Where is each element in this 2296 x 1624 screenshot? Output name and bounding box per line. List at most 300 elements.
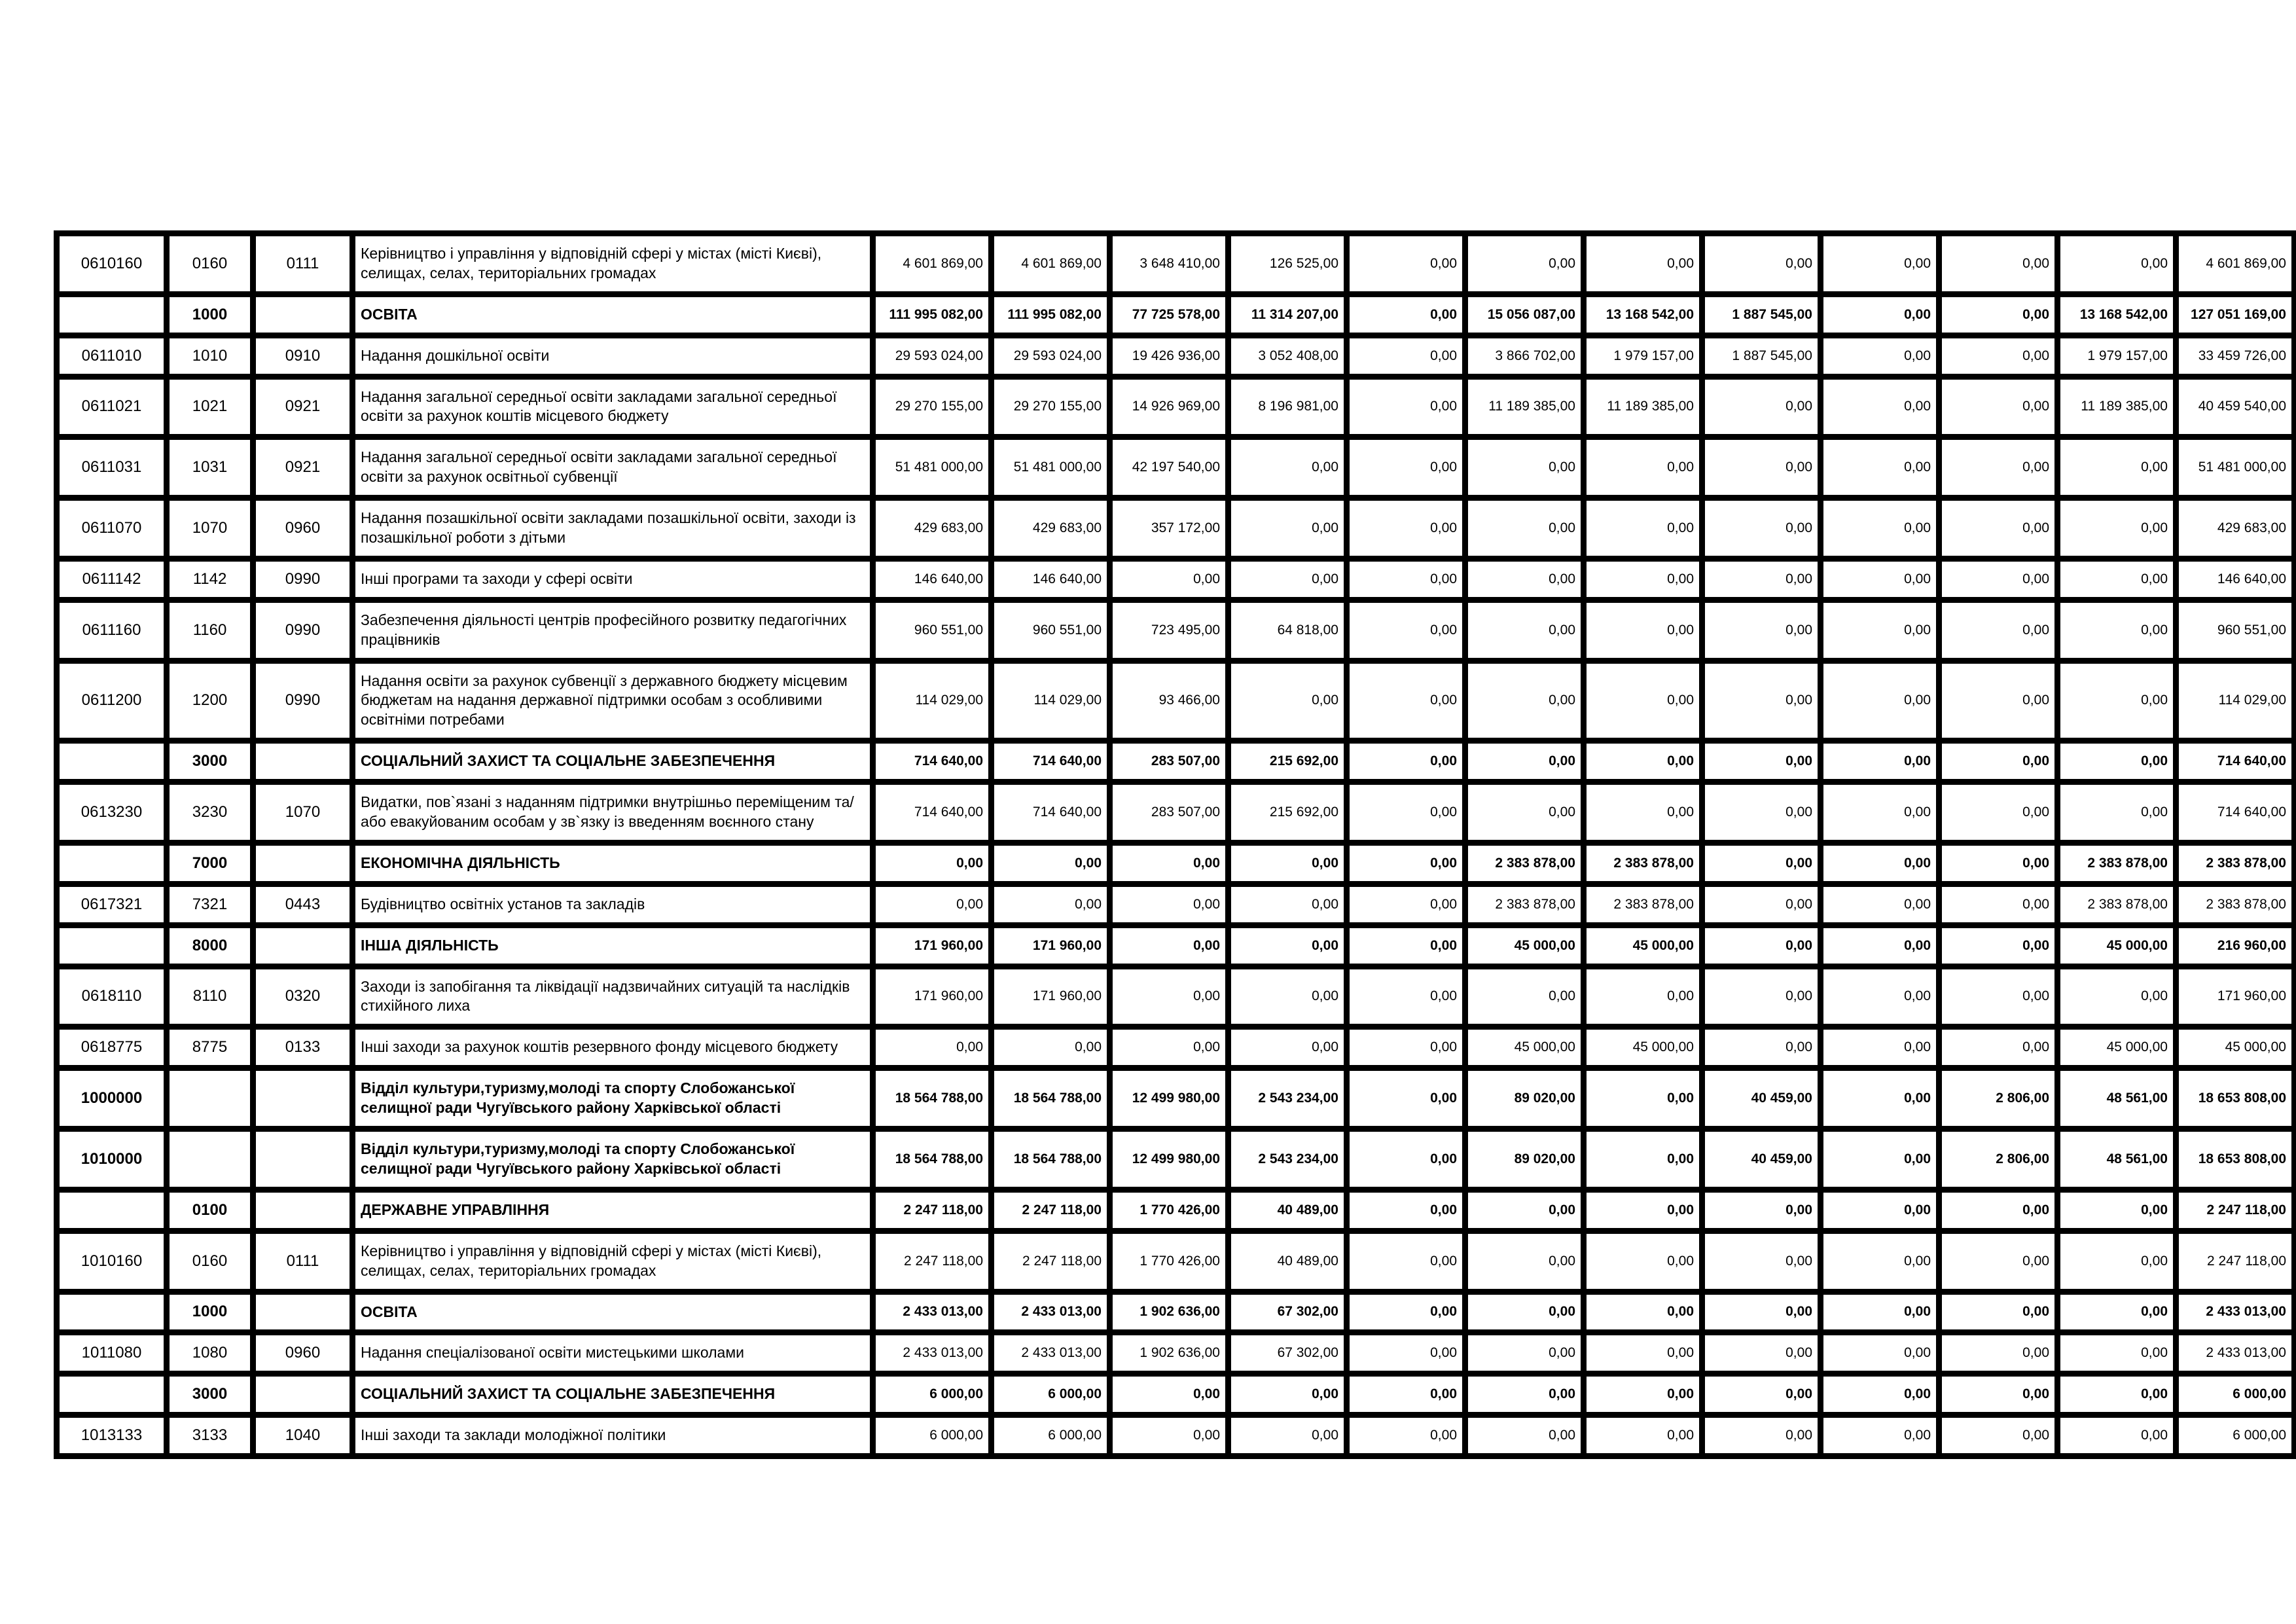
cell-value: 6 000,00: [992, 1415, 1110, 1456]
cell-value: 29 270 155,00: [873, 376, 992, 437]
cell-value: 0,00: [2058, 1415, 2176, 1456]
cell-value: 0,00: [1347, 884, 1465, 925]
cell-value: 0,00: [1584, 1333, 1702, 1374]
cell-name: Інші програми та заходи у сфері освіти: [353, 558, 873, 600]
cell-name: ОСВІТА: [353, 294, 873, 335]
cell-code-tpkvk: 8000: [167, 925, 253, 966]
cell-value: 0,00: [1229, 842, 1347, 884]
cell-value: 51 481 000,00: [873, 437, 992, 498]
cell-value: 2 383 878,00: [2058, 842, 2176, 884]
cell-code-fk: 0990: [253, 600, 353, 660]
cell-value: 0,00: [1939, 376, 2058, 437]
cell-value: 0,00: [2058, 660, 2176, 741]
cell-value: 12 499 980,00: [1110, 1068, 1229, 1129]
cell-value: 0,00: [1347, 1374, 1465, 1415]
cell-value: 0,00: [1821, 1374, 1939, 1415]
cell-value: 0,00: [1229, 1415, 1347, 1456]
cell-value: 0,00: [1939, 1027, 2058, 1068]
cell-value: 0,00: [1584, 437, 1702, 498]
cell-value: 0,00: [1584, 660, 1702, 741]
cell-value: 0,00: [1584, 498, 1702, 559]
cell-code-program: 0618775: [57, 1027, 167, 1068]
cell-name: Інші заходи за рахунок коштів резервного фонду місцевого бюджету: [353, 1027, 873, 1068]
cell-value: 0,00: [1347, 1333, 1465, 1374]
cell-code-program: 0613230: [57, 782, 167, 843]
cell-value: 42 197 540,00: [1110, 437, 1229, 498]
budget-table-body: [57, 234, 2295, 1456]
cell-value: 114 029,00: [873, 660, 992, 741]
cell-value: 714 640,00: [992, 782, 1110, 843]
cell-value: 0,00: [1347, 234, 1465, 295]
cell-value: 0,00: [1347, 437, 1465, 498]
cell-code-tpkvk: 0160: [167, 234, 253, 295]
cell-value: 0,00: [1702, 925, 1821, 966]
cell-value: 429 683,00: [992, 498, 1110, 559]
cell-code-fk: 0990: [253, 660, 353, 741]
cell-value: 0,00: [1821, 782, 1939, 843]
cell-code-tpkvk: 1010: [167, 335, 253, 376]
cell-value: 2 247 118,00: [873, 1189, 992, 1231]
cell-name: Надання загальної середньої освіти закладами загальної середньої освіти за рахунок коштів місцевого бюджету: [353, 376, 873, 437]
cell-value: 0,00: [1347, 558, 1465, 600]
cell-value: 0,00: [2058, 600, 2176, 660]
cell-value: 0,00: [2058, 1374, 2176, 1415]
cell-value: 111 995 082,00: [992, 294, 1110, 335]
cell-value: 0,00: [2058, 234, 2176, 295]
cell-value: 29 270 155,00: [992, 376, 1110, 437]
cell-value: 45 000,00: [2058, 925, 2176, 966]
cell-value: 0,00: [1465, 600, 1584, 660]
cell-value: 1 979 157,00: [1584, 335, 1702, 376]
cell-value: 0,00: [2058, 1291, 2176, 1333]
cell-value: 3 648 410,00: [1110, 234, 1229, 295]
cell-value: 0,00: [1229, 1374, 1347, 1415]
cell-value: 29 593 024,00: [873, 335, 992, 376]
cell-value: 11 189 385,00: [1465, 376, 1584, 437]
cell-value: 215 692,00: [1229, 741, 1347, 782]
cell-value: 0,00: [873, 1027, 992, 1068]
cell-value: 77 725 578,00: [1110, 294, 1229, 335]
cell-value: 0,00: [1939, 1189, 2058, 1231]
cell-code-fk: 0921: [253, 376, 353, 437]
cell-value: 45 000,00: [1465, 925, 1584, 966]
cell-code-tpkvk: 1000: [167, 1291, 253, 1333]
cell-code-tpkvk: 7000: [167, 842, 253, 884]
cell-code-fk: [253, 1129, 353, 1190]
cell-value: 171 960,00: [992, 925, 1110, 966]
cell-value: 0,00: [1110, 966, 1229, 1027]
cell-value: 714 640,00: [2176, 782, 2295, 843]
cell-value: 0,00: [1939, 842, 2058, 884]
cell-value: 960 551,00: [992, 600, 1110, 660]
cell-code-fk: 0320: [253, 966, 353, 1027]
table-row: [57, 558, 2295, 600]
cell-value: 0,00: [1584, 782, 1702, 843]
cell-value: 171 960,00: [992, 966, 1110, 1027]
cell-value: 0,00: [1347, 1027, 1465, 1068]
cell-value: 2 433 013,00: [2176, 1333, 2295, 1374]
table-row: [57, 1068, 2295, 1129]
cell-value: 0,00: [1939, 1333, 2058, 1374]
cell-value: 0,00: [1702, 741, 1821, 782]
cell-value: 171 960,00: [873, 925, 992, 966]
cell-value: 6 000,00: [2176, 1415, 2295, 1456]
cell-value: 18 653 808,00: [2176, 1129, 2295, 1190]
cell-code-tpkvk: 7321: [167, 884, 253, 925]
cell-value: 4 601 869,00: [2176, 234, 2295, 295]
cell-value: 714 640,00: [2176, 741, 2295, 782]
cell-value: 0,00: [2058, 1333, 2176, 1374]
cell-code-tpkvk: 3230: [167, 782, 253, 843]
cell-name: Надання спеціалізованої освіти мистецькими школами: [353, 1333, 873, 1374]
cell-value: 0,00: [1229, 884, 1347, 925]
table-row: [57, 1415, 2295, 1456]
cell-value: 89 020,00: [1465, 1129, 1584, 1190]
cell-code-fk: 0960: [253, 498, 353, 559]
cell-value: 0,00: [1939, 884, 2058, 925]
cell-value: 0,00: [1465, 741, 1584, 782]
cell-value: 0,00: [2058, 1189, 2176, 1231]
cell-code-tpkvk: 1070: [167, 498, 253, 559]
cell-value: 0,00: [1702, 660, 1821, 741]
cell-value: 0,00: [1939, 660, 2058, 741]
cell-value: 45 000,00: [2176, 1027, 2295, 1068]
cell-value: 960 551,00: [2176, 600, 2295, 660]
cell-value: 114 029,00: [2176, 660, 2295, 741]
cell-value: 714 640,00: [873, 741, 992, 782]
cell-value: 2 383 878,00: [1465, 842, 1584, 884]
cell-value: 0,00: [1821, 1415, 1939, 1456]
cell-value: 0,00: [1939, 294, 2058, 335]
cell-name: СОЦІАЛЬНИЙ ЗАХИСТ ТА СОЦІАЛЬНЕ ЗАБЕЗПЕЧЕННЯ: [353, 741, 873, 782]
cell-value: 0,00: [1939, 1415, 2058, 1456]
cell-code-fk: 0921: [253, 437, 353, 498]
cell-value: 0,00: [1821, 842, 1939, 884]
cell-value: 0,00: [1229, 660, 1347, 741]
cell-code-fk: [253, 1189, 353, 1231]
cell-value: 171 960,00: [873, 966, 992, 1027]
cell-value: 2 383 878,00: [2058, 884, 2176, 925]
cell-value: 51 481 000,00: [992, 437, 1110, 498]
cell-value: 0,00: [1465, 660, 1584, 741]
cell-value: 0,00: [1702, 1333, 1821, 1374]
cell-value: 0,00: [1821, 1027, 1939, 1068]
cell-code-tpkvk: 1200: [167, 660, 253, 741]
table-row: [57, 1291, 2295, 1333]
cell-value: 18 564 788,00: [873, 1068, 992, 1129]
cell-value: 357 172,00: [1110, 498, 1229, 559]
cell-value: 0,00: [1347, 741, 1465, 782]
cell-value: 0,00: [1821, 1291, 1939, 1333]
cell-value: 2 383 878,00: [2176, 842, 2295, 884]
table-row: [57, 1027, 2295, 1068]
cell-value: 0,00: [1939, 558, 2058, 600]
cell-value: 0,00: [1347, 1415, 1465, 1456]
cell-code-program: 1010160: [57, 1231, 167, 1291]
cell-code-program: 0611160: [57, 600, 167, 660]
cell-value: 4 601 869,00: [992, 234, 1110, 295]
cell-value: 0,00: [1347, 600, 1465, 660]
cell-value: 2 433 013,00: [992, 1291, 1110, 1333]
cell-code-tpkvk: 1142: [167, 558, 253, 600]
cell-value: 0,00: [1229, 437, 1347, 498]
cell-value: 2 806,00: [1939, 1129, 2058, 1190]
cell-code-program: [57, 294, 167, 335]
cell-name: Керівництво і управління у відповідній сфері у містах (місті Києві), селищах, селах, територіальних громадах: [353, 234, 873, 295]
cell-code-program: [57, 1291, 167, 1333]
cell-code-fk: [253, 1068, 353, 1129]
cell-code-program: 0611200: [57, 660, 167, 741]
cell-value: 0,00: [1465, 1291, 1584, 1333]
cell-code-fk: [253, 1374, 353, 1415]
cell-code-fk: [253, 1291, 353, 1333]
cell-value: 2 543 234,00: [1229, 1068, 1347, 1129]
cell-name: Заходи із запобігання та ліквідації надзвичайних ситуацій та наслідків стихійного лиха: [353, 966, 873, 1027]
cell-code-program: 0611031: [57, 437, 167, 498]
cell-value: 0,00: [1821, 1333, 1939, 1374]
cell-value: 18 564 788,00: [992, 1068, 1110, 1129]
cell-value: 0,00: [1939, 234, 2058, 295]
table-row: [57, 600, 2295, 660]
cell-value: 1 770 426,00: [1110, 1231, 1229, 1291]
cell-value: 2 383 878,00: [1584, 842, 1702, 884]
cell-name: ЕКОНОМІЧНА ДІЯЛЬНІСТЬ: [353, 842, 873, 884]
cell-value: 0,00: [1347, 966, 1465, 1027]
cell-value: 714 640,00: [873, 782, 992, 843]
cell-name: Керівництво і управління у відповідній сфері у містах (місті Києві), селищах, селах, територіальних громадах: [353, 1231, 873, 1291]
table-row: [57, 335, 2295, 376]
cell-value: 29 593 024,00: [992, 335, 1110, 376]
cell-value: 1 770 426,00: [1110, 1189, 1229, 1231]
cell-code-fk: 0960: [253, 1333, 353, 1374]
cell-value: 2 806,00: [1939, 1068, 2058, 1129]
cell-code-program: 1013133: [57, 1415, 167, 1456]
cell-code-tpkvk: 1000: [167, 294, 253, 335]
cell-value: 1 902 636,00: [1110, 1291, 1229, 1333]
cell-value: 0,00: [1465, 966, 1584, 1027]
cell-value: 0,00: [1821, 1068, 1939, 1129]
table-row: [57, 1129, 2295, 1190]
cell-value: 0,00: [1584, 1189, 1702, 1231]
cell-value: 0,00: [1702, 600, 1821, 660]
cell-value: 18 564 788,00: [992, 1129, 1110, 1190]
cell-value: 0,00: [1347, 1189, 1465, 1231]
cell-value: 0,00: [1347, 660, 1465, 741]
cell-code-tpkvk: 3000: [167, 741, 253, 782]
cell-value: 1 979 157,00: [2058, 335, 2176, 376]
cell-code-tpkvk: 3133: [167, 1415, 253, 1456]
cell-value: 0,00: [1821, 437, 1939, 498]
cell-value: 0,00: [1229, 966, 1347, 1027]
cell-value: 15 056 087,00: [1465, 294, 1584, 335]
cell-value: 2 247 118,00: [2176, 1231, 2295, 1291]
cell-value: 0,00: [1584, 558, 1702, 600]
table-row: [57, 1231, 2295, 1291]
table-row: [57, 1189, 2295, 1231]
table-row: [57, 782, 2295, 843]
cell-value: 19 426 936,00: [1110, 335, 1229, 376]
cell-value: 0,00: [1229, 925, 1347, 966]
cell-value: 0,00: [1702, 1231, 1821, 1291]
cell-name: Відділ культури,туризму,молоді та спорту Слобожанської селищної ради Чугуївського району Харківської області: [353, 1068, 873, 1129]
cell-value: 0,00: [1229, 558, 1347, 600]
cell-value: 40 489,00: [1229, 1189, 1347, 1231]
cell-code-program: 1010000: [57, 1129, 167, 1190]
table-row: [57, 966, 2295, 1027]
cell-value: 0,00: [1347, 1129, 1465, 1190]
cell-value: 6 000,00: [873, 1415, 992, 1456]
cell-value: 0,00: [1465, 1374, 1584, 1415]
cell-value: 0,00: [1821, 335, 1939, 376]
cell-value: 0,00: [1702, 884, 1821, 925]
table-row: [57, 1374, 2295, 1415]
cell-value: 0,00: [2058, 437, 2176, 498]
cell-value: 0,00: [1347, 1231, 1465, 1291]
table-row: [57, 741, 2295, 782]
cell-code-tpkvk: [167, 1129, 253, 1190]
cell-value: 33 459 726,00: [2176, 335, 2295, 376]
cell-value: 429 683,00: [873, 498, 992, 559]
cell-value: 40 459,00: [1702, 1129, 1821, 1190]
cell-value: 13 168 542,00: [1584, 294, 1702, 335]
cell-value: 40 489,00: [1229, 1231, 1347, 1291]
cell-value: 0,00: [1347, 782, 1465, 843]
cell-value: 146 640,00: [2176, 558, 2295, 600]
cell-value: 48 561,00: [2058, 1068, 2176, 1129]
cell-value: 0,00: [1110, 842, 1229, 884]
cell-value: 0,00: [1465, 1189, 1584, 1231]
cell-value: 2 247 118,00: [2176, 1189, 2295, 1231]
cell-value: 283 507,00: [1110, 782, 1229, 843]
cell-value: 0,00: [1702, 234, 1821, 295]
cell-value: 0,00: [873, 884, 992, 925]
cell-value: 0,00: [1465, 558, 1584, 600]
cell-code-fk: [253, 741, 353, 782]
cell-value: 45 000,00: [1584, 925, 1702, 966]
cell-value: 45 000,00: [1465, 1027, 1584, 1068]
cell-code-tpkvk: 8775: [167, 1027, 253, 1068]
table-row: [57, 294, 2295, 335]
cell-code-fk: 0133: [253, 1027, 353, 1068]
cell-value: 0,00: [1584, 1291, 1702, 1333]
table-row: [57, 884, 2295, 925]
cell-code-program: [57, 842, 167, 884]
cell-code-tpkvk: [167, 1068, 253, 1129]
table-row: [57, 1333, 2295, 1374]
cell-value: 2 543 234,00: [1229, 1129, 1347, 1190]
cell-value: 2 433 013,00: [873, 1291, 992, 1333]
cell-value: 0,00: [1821, 925, 1939, 966]
cell-name: ОСВІТА: [353, 1291, 873, 1333]
cell-value: 0,00: [1702, 782, 1821, 843]
cell-value: 11 189 385,00: [1584, 376, 1702, 437]
cell-code-program: 0611010: [57, 335, 167, 376]
cell-value: 0,00: [1702, 437, 1821, 498]
cell-value: 64 818,00: [1229, 600, 1347, 660]
cell-value: 6 000,00: [873, 1374, 992, 1415]
cell-value: 0,00: [1702, 1291, 1821, 1333]
cell-value: 0,00: [1702, 558, 1821, 600]
cell-value: 0,00: [1347, 1068, 1465, 1129]
cell-value: 2 247 118,00: [992, 1189, 1110, 1231]
cell-value: 0,00: [1465, 1333, 1584, 1374]
cell-code-fk: 0111: [253, 1231, 353, 1291]
cell-value: 2 383 878,00: [1584, 884, 1702, 925]
cell-name: СОЦІАЛЬНИЙ ЗАХИСТ ТА СОЦІАЛЬНЕ ЗАБЕЗПЕЧЕННЯ: [353, 1374, 873, 1415]
cell-value: 0,00: [992, 842, 1110, 884]
cell-code-tpkvk: 8110: [167, 966, 253, 1027]
cell-value: 0,00: [1584, 1129, 1702, 1190]
cell-value: 0,00: [2058, 966, 2176, 1027]
cell-value: 2 247 118,00: [873, 1231, 992, 1291]
cell-value: 8 196 981,00: [1229, 376, 1347, 437]
cell-value: 48 561,00: [2058, 1129, 2176, 1190]
cell-value: 0,00: [1465, 1415, 1584, 1456]
cell-value: 67 302,00: [1229, 1333, 1347, 1374]
cell-value: 0,00: [1939, 1291, 2058, 1333]
cell-value: 0,00: [1939, 966, 2058, 1027]
cell-value: 93 466,00: [1110, 660, 1229, 741]
cell-value: 0,00: [1584, 1374, 1702, 1415]
cell-value: 0,00: [1347, 376, 1465, 437]
cell-value: 13 168 542,00: [2058, 294, 2176, 335]
cell-value: 216 960,00: [2176, 925, 2295, 966]
cell-value: 0,00: [1821, 294, 1939, 335]
cell-value: 2 247 118,00: [992, 1231, 1110, 1291]
cell-value: 111 995 082,00: [873, 294, 992, 335]
cell-value: 0,00: [1702, 498, 1821, 559]
cell-code-fk: 0443: [253, 884, 353, 925]
cell-value: 67 302,00: [1229, 1291, 1347, 1333]
cell-value: 0,00: [1110, 884, 1229, 925]
cell-value: 0,00: [1821, 1129, 1939, 1190]
table-row: [57, 234, 2295, 295]
cell-code-program: 1011080: [57, 1333, 167, 1374]
cell-value: 0,00: [992, 884, 1110, 925]
cell-value: 45 000,00: [1584, 1027, 1702, 1068]
cell-value: 0,00: [1939, 600, 2058, 660]
table-row: [57, 376, 2295, 437]
cell-value: 0,00: [1347, 498, 1465, 559]
cell-value: 1 887 545,00: [1702, 335, 1821, 376]
cell-value: 14 926 969,00: [1110, 376, 1229, 437]
cell-code-program: [57, 1374, 167, 1415]
cell-value: 0,00: [1821, 376, 1939, 437]
cell-value: 0,00: [1229, 498, 1347, 559]
cell-value: 127 051 169,00: [2176, 294, 2295, 335]
cell-value: 0,00: [1465, 498, 1584, 559]
cell-code-tpkvk: 1160: [167, 600, 253, 660]
cell-value: 960 551,00: [873, 600, 992, 660]
cell-code-tpkvk: 1031: [167, 437, 253, 498]
table-row: [57, 925, 2295, 966]
cell-value: 0,00: [1584, 1415, 1702, 1456]
cell-code-program: [57, 741, 167, 782]
cell-value: 146 640,00: [873, 558, 992, 600]
cell-value: 0,00: [1939, 335, 2058, 376]
cell-value: 0,00: [1584, 966, 1702, 1027]
cell-name: Забезпечення діяльності центрів професійного розвитку педагогічних працівників: [353, 600, 873, 660]
cell-name: Відділ культури,туризму,молоді та спорту Слобожанської селищної ради Чугуївського району Харківської області: [353, 1129, 873, 1190]
cell-value: 0,00: [1347, 925, 1465, 966]
cell-value: 11 189 385,00: [2058, 376, 2176, 437]
cell-code-fk: [253, 294, 353, 335]
cell-value: 0,00: [1821, 600, 1939, 660]
cell-name: Інші заходи та заклади молодіжної політики: [353, 1415, 873, 1456]
cell-value: 714 640,00: [992, 741, 1110, 782]
cell-value: 215 692,00: [1229, 782, 1347, 843]
cell-value: 0,00: [992, 1027, 1110, 1068]
